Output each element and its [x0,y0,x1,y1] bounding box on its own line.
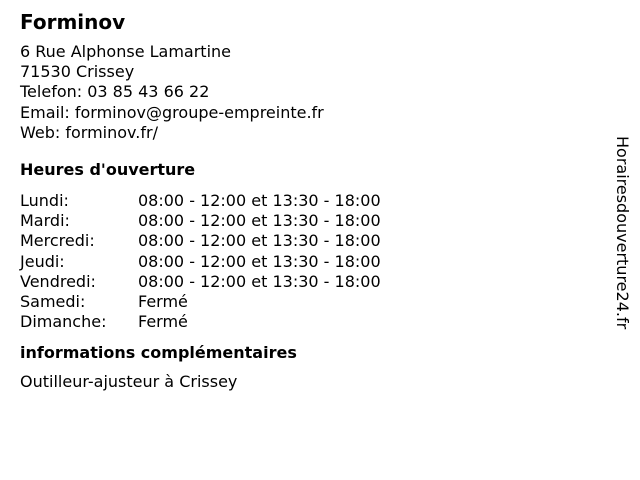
day-label: Lundi: [20,191,69,211]
time-value: 08:00 - 12:00 et 13:30 - 18:00 [138,251,381,271]
day-label: Dimanche: [20,312,107,332]
hours-row [20,292,600,312]
city-postcode: 71530 Crissey [20,62,135,82]
time-value: 08:00 - 12:00 et 13:30 - 18:00 [138,231,381,251]
day-label: Jeudi: [20,251,65,271]
opening-hours-table [20,191,600,332]
time-value: Fermé [138,292,188,312]
time-value: 08:00 - 12:00 et 13:30 - 18:00 [138,271,381,291]
day-label: Mercredi: [20,231,95,251]
time-value: 08:00 - 12:00 et 13:30 - 18:00 [138,211,381,231]
website: Web: forminov.fr/ [20,122,158,142]
email-address: Email: forminov@groupe-empreinte.fr [20,102,324,122]
hours-row [20,272,600,292]
additional-info-heading: informations complémentaires [20,343,297,363]
day-label: Samedi: [20,292,86,312]
street-address: 6 Rue Alphonse Lamartine [20,42,232,61]
opening-hours-heading: Heures d'ouverture [20,160,196,180]
day-label: Mardi: [20,211,70,231]
business-name: Forminov [20,10,126,34]
hours-row [20,191,600,211]
site-watermark: Horairesdouverture24.fr [613,136,632,330]
business-description: Outilleur-ajusteur à Crissey [20,372,238,392]
time-value: Fermé [138,312,188,332]
address-block [20,42,600,143]
hours-row [20,252,600,272]
day-label: Vendredi: [20,271,96,291]
time-value: 08:00 - 12:00 et 13:30 - 18:00 [138,191,381,211]
hours-row [20,231,600,251]
hours-row [20,211,600,231]
phone-number: Telefon: 03 85 43 66 22 [20,82,210,102]
hours-row [20,312,600,332]
business-card [20,10,600,392]
